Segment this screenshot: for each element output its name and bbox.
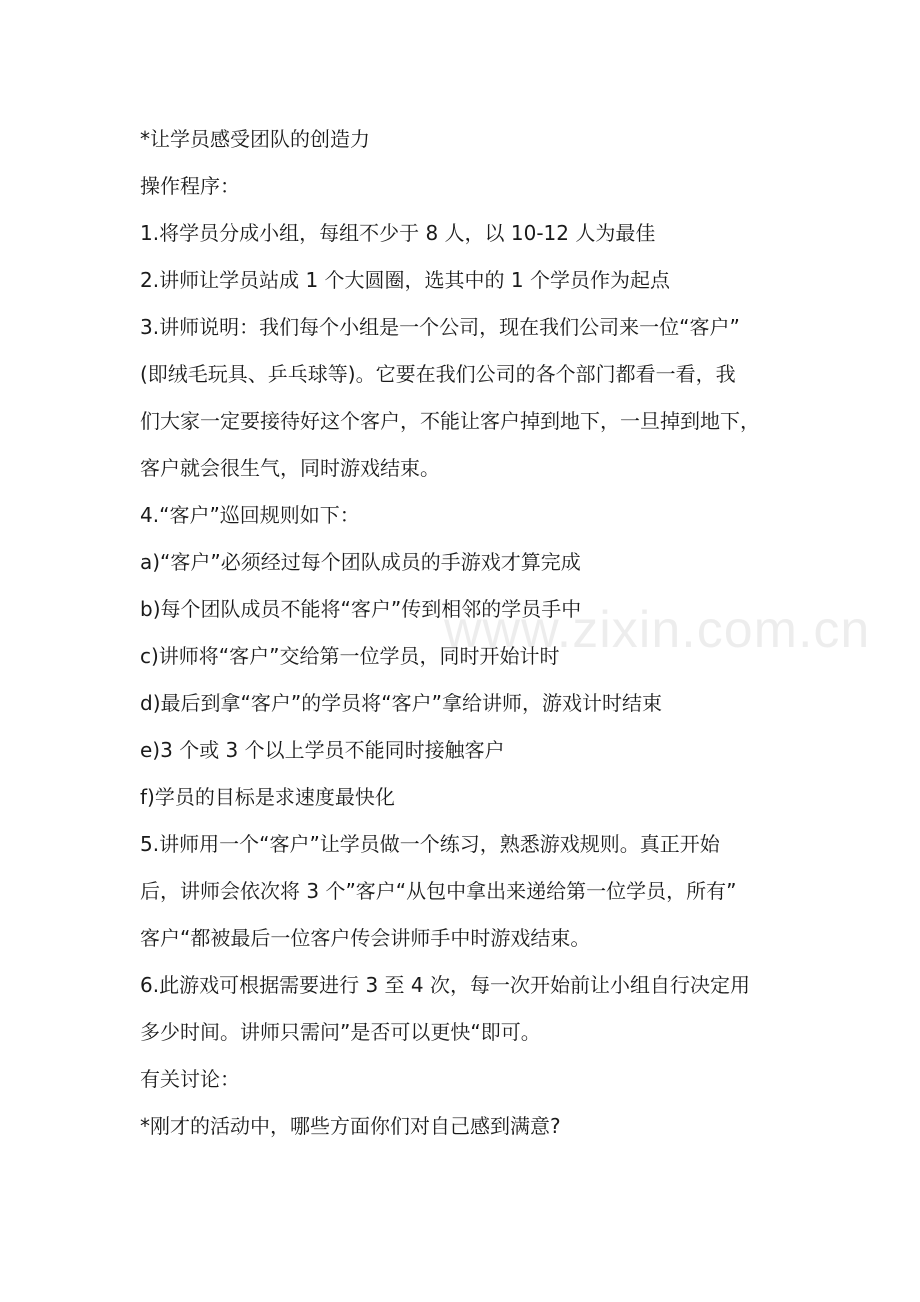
text-line-discussion-heading: 有关讨论： [140,1067,240,1091]
text-line-step-5-cont: 客户“都被最后一位客户传会讲师手中时游戏结束。 [140,926,591,950]
text-line-step-3: 3.讲师说明：我们每个小组是一个公司，现在我们公司来一位“客户” [140,315,740,339]
text-line-rule-a: a)“客户”必须经过每个团队成员的手游戏才算完成 [140,550,581,574]
text-line-intro: *让学员感受团队的创造力 [140,127,370,151]
text-line-step-3-cont: (即绒毛玩具、乒乓球等)。它要在我们公司的各个部门都看一看，我 [140,362,736,386]
text-line-rule-e: e)3 个或 3 个以上学员不能同时接触客户 [140,738,505,762]
text-line-step-3-cont: 们大家一定要接待好这个客户，不能让客户掉到地下，一旦掉到地下， [140,409,760,433]
watermark: www.zixin.com.cn [444,601,871,659]
text-line-step-3-cont: 客户就会很生气，同时游戏结束。 [140,456,440,480]
text-line-step-1: 1.将学员分成小组，每组不少于 8 人，以 10-12 人为最佳 [140,221,656,245]
text-line-step-6-cont: 多少时间。讲师只需问”是否可以更快“即可。 [140,1020,541,1044]
text-line-step-5-cont: 后，讲师会依次将 3 个”客户“从包中拿出来递给第一位学员，所有” [140,879,737,903]
text-line-step-6: 6.此游戏可根据需要进行 3 至 4 次，每一次开始前让小组自行决定用 [140,973,750,997]
text-line-discussion-question: *刚才的活动中，哪些方面你们对自己感到满意? [140,1114,561,1138]
text-line-procedure-heading: 操作程序： [140,174,240,198]
text-line-step-5: 5.讲师用一个“客户”让学员做一个练习，熟悉游戏规则。真正开始 [140,832,720,856]
text-line-step-4: 4.“客户”巡回规则如下： [140,503,360,527]
document-body [140,116,786,1150]
text-line-rule-d: d)最后到拿“客户”的学员将“客户”拿给讲师，游戏计时结束 [140,691,662,715]
text-line-step-2: 2.讲师让学员站成 1 个大圆圈，选其中的 1 个学员作为起点 [140,268,670,292]
text-line-rule-b: b)每个团队成员不能将“客户”传到相邻的学员手中 [140,597,582,621]
text-line-rule-c: c)讲师将“客户”交给第一位学员，同时开始计时 [140,644,560,668]
text-line-rule-f: f)学员的目标是求速度最快化 [140,785,395,809]
